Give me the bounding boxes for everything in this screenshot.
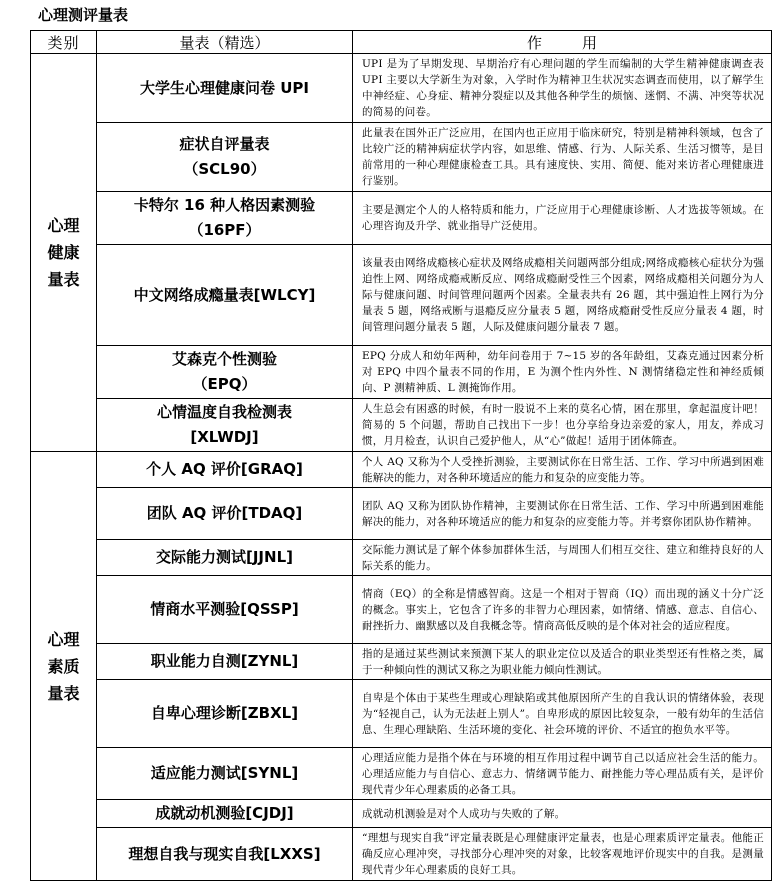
- scale-name-line: 成就动机测验[CJDJ]: [155, 804, 294, 822]
- scale-description: 主要是测定个人的人格特质和能力，广泛应用于心理健康诊断、人才选拔等领域。在心理咨询及升学、就业指导广泛使用。: [353, 192, 772, 245]
- scale-description: 该量表由网络成瘾核心症状及网络成瘾相关问题两部分组成;网络成瘾核心症状分为强迫性上网、网络成瘾戒断反应、网络成瘾耐受性三个因素，网络成瘾相关问题分为人际与健康问题、时间管理问题两个因素。全量表共有 26 题，其中强迫性上网行为分量表 5 题，网络戒断与退瘾反应分量表 5 题，网络成瘾耐受性反应分量表 4 题，时间管理问题分量表 5 题，人际及健康问题分量表 7 题。: [353, 245, 772, 346]
- scale-name: [97, 828, 353, 881]
- category-text: 心理: [47, 216, 80, 235]
- scale-name-line: 个人 AQ 评价[GRAQ]: [146, 460, 303, 478]
- header-purpose-part2: 用: [582, 33, 598, 52]
- table-row: [31, 800, 772, 828]
- scale-description: 此量表在国外正广泛应用，在国内也正应用于临床研究，特别是精神科领域，包含了比较广泛的精神病症状学内容，如思维、情感、行为、人际关系、生活习惯等，是目前常用的一种心理健康检查工具。具有速度快、实用、简便、能对来访者心理健康进行鉴别。: [353, 123, 772, 192]
- scale-name: [97, 346, 353, 399]
- scale-name-line: （SCL90）: [183, 160, 266, 178]
- scale-description: 交际能力测试是了解个体参加群体生活，与周围人们相互交往、建立和维持良好的人际关系的能力。: [353, 540, 772, 576]
- table-row: [31, 54, 772, 123]
- scale-name-line: （EPQ）: [192, 375, 257, 393]
- table-row: [31, 346, 772, 399]
- scale-table: [30, 30, 772, 881]
- scale-name-line: 大学生心理健康问卷 UPI: [140, 78, 309, 97]
- table-row: [31, 452, 772, 488]
- table-row: [31, 748, 772, 800]
- table-row: [31, 576, 772, 644]
- scale-name-line: [XLWDJ]: [190, 428, 259, 446]
- scale-name-line: （16PF）: [188, 221, 261, 239]
- table-row: [31, 245, 772, 346]
- header-purpose-part1: 作: [526, 33, 542, 52]
- scale-name-line: 理想自我与现实自我[LXXS]: [128, 844, 321, 863]
- scale-description: 情商（EQ）的全称是情感智商。这是一个相对于智商（IQ）而出现的涵义十分广泛的概念。事实上，它包含了许多的非智力心理因素，如情绪、情感、意志、自信心、耐挫折力、幽默感以及自我概念等。情商高低反映的是个体对社会的适应程度。: [353, 576, 772, 644]
- header-purpose: [353, 31, 772, 54]
- scale-description: “理想与现实自我”评定量表既是心理健康评定量表，也是心理素质评定量表。他能正确反应心理冲突，寻找部分心理冲突的对象，比较客观地评价现实中的自我。是测量现代青少年心理素质的良好工具。: [353, 828, 772, 881]
- scale-name: [97, 540, 353, 576]
- scale-name: [97, 680, 353, 748]
- scale-name-line: 适应能力测试[SYNL]: [150, 764, 299, 782]
- scale-name: [97, 192, 353, 245]
- scale-name: [97, 452, 353, 488]
- scale-name: [97, 399, 353, 452]
- table-row: [31, 399, 772, 452]
- scale-name: [97, 245, 353, 346]
- scale-description: EPQ 分成人和幼年两种，幼年问卷用于 7~15 岁的各年龄组，艾森克通过因素分析对 EPQ 中四个量表不同的作用，E 为测个性内外性、N 测情绪稳定性和神经质倾向、P 测精神质、L 测掩饰作用。: [353, 346, 772, 399]
- scale-name: [97, 123, 353, 192]
- scale-name: [97, 54, 353, 123]
- scale-name-line: 团队 AQ 评价[TDAQ]: [146, 504, 303, 522]
- scale-name-line: 交际能力测试[JJNL]: [156, 548, 293, 566]
- category-text: 心理: [47, 629, 80, 649]
- header-scale: 量表（精选）: [97, 31, 353, 54]
- category-cell: [31, 54, 97, 452]
- category-text: 健康: [47, 243, 80, 262]
- category-cell: [31, 452, 97, 881]
- scale-name: [97, 644, 353, 680]
- table-row: [31, 644, 772, 680]
- scale-description: 指的是通过某些测试来预测下某人的职业定位以及适合的职业类型还有性格之类，属于一种倾向性的测试又称之为职业能力倾向性测试。: [353, 644, 772, 680]
- scale-name-line: 自卑心理诊断[ZBXL]: [150, 704, 299, 722]
- header-category: 类别: [31, 31, 97, 54]
- table-row: [31, 828, 772, 881]
- category-text: 量表: [47, 683, 80, 703]
- scale-description: 自卑是个体由于某些生理或心理缺陷或其他原因所产生的自我认识的情绪体验，表现为“轻视自己，认为无法赶上别人”。自卑形成的原因比较复杂，一般有幼年的生活信息、生理心理缺陷、生活环境的变化、社会环境的评价、不适宜的抱负水平等。: [353, 680, 772, 748]
- scale-description: 成就动机测验是对个人成功与失败的了解。: [353, 800, 772, 828]
- category-text: 素质: [47, 656, 80, 676]
- scale-name-line: 中文网络成瘾量表[WLCY]: [133, 285, 316, 304]
- scale-description: 团队 AQ 又称为团队协作精神，主要测试你在日常生活、工作、学习中所遇到困难能解决的能力，对各种环境适应的能力和复杂的应变能力等。并考察你团队协作精神。: [353, 488, 772, 540]
- scale-name: [97, 576, 353, 644]
- table-row: [31, 540, 772, 576]
- scale-name-line: 职业能力自测[ZYNL]: [150, 652, 299, 670]
- scale-name-line: 心情温度自我检测表: [156, 403, 292, 421]
- table-row: [31, 123, 772, 192]
- scale-name-line: 情商水平测验[QSSP]: [150, 600, 299, 618]
- scale-name-line: 卡特尔 16 种人格因素测验: [133, 196, 316, 214]
- table-row: [31, 680, 772, 748]
- table-row: [31, 488, 772, 540]
- scale-name: [97, 748, 353, 800]
- page-title: 心理测评量表: [38, 6, 129, 24]
- scale-name-line: 症状自评量表: [179, 135, 270, 153]
- category-text: 量表: [47, 270, 80, 289]
- scale-name: [97, 488, 353, 540]
- table-row: [31, 192, 772, 245]
- scale-description: 心理适应能力是指个体在与环境的相互作用过程中调节自己以适应社会生活的能力。心理适应能力与自信心、意志力、情绪调节能力、耐挫能力等心理品质有关，是评价现代青少年心理素质的必备工具。: [353, 748, 772, 800]
- scale-name: [97, 800, 353, 828]
- scale-description: UPI 是为了早期发现、早期治疗有心理问题的学生而编制的大学生精神健康调查表 UPI 主要以大学新生为对象，入学时作为精神卫生状况实态调查而使用，以了解学生中神经症、心身症、精神分裂症以及其他各种学生的烦恼、迷惘、不满、冲突等状况的简易的问卷。: [353, 54, 772, 123]
- scale-name-line: 艾森克个性测验: [171, 350, 277, 368]
- scale-description: 个人 AQ 又称为个人受挫折测验，主要测试你在日常生活、工作、学习中所遇到困难能解决的能力，对各种环境适应的能力和复杂的应变能力等。: [353, 452, 772, 488]
- table-header-row: [31, 31, 772, 54]
- scale-description: 人生总会有困惑的时候，有时一股说不上来的莫名心情，困在那里，拿起温度计吧！简易的 5 个问题，帮助自己找出下一步！也分享给身边亲爱的家人，用友，养成习惯，月月检查，认识自己爱护他人，从“心”做起！适用于团体筛查。: [353, 399, 772, 452]
